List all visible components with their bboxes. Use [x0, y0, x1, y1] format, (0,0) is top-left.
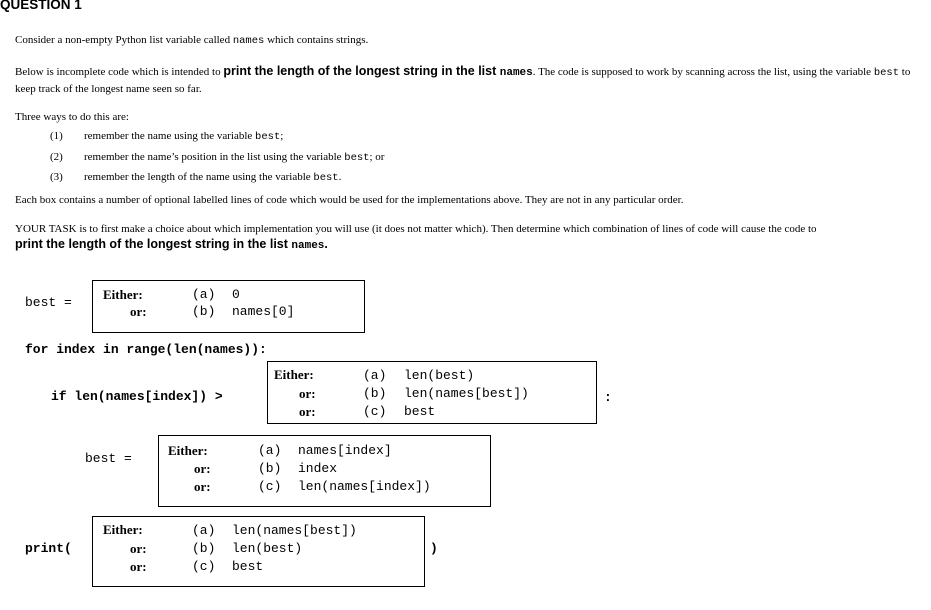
way-end: ; or: [369, 151, 385, 163]
option-letter: (a): [363, 368, 387, 383]
code-best-assign: best =: [25, 295, 72, 310]
para2-text-3: to keep track of the longest name seen so far.: [15, 66, 911, 95]
choice-box-comparison: [267, 361, 597, 424]
option-letter: (a): [192, 287, 216, 302]
either-label: Either:: [168, 443, 208, 458]
or-label: or:: [194, 479, 211, 494]
code-best-update: best =: [85, 451, 132, 466]
code-print-close: ): [430, 541, 438, 556]
way-code: best: [344, 152, 370, 164]
or-label: or:: [130, 559, 147, 574]
three-ways-label: Three ways to do this are:: [15, 111, 129, 123]
way-item-3: [50, 171, 341, 184]
way-code: best: [313, 172, 339, 184]
option-letter: (c): [192, 559, 216, 574]
option-code: len(best): [404, 368, 475, 383]
way-item-1: [50, 130, 283, 143]
either-label: Either:: [103, 287, 143, 302]
intro-suffix: which contains strings.: [264, 34, 369, 46]
para2-code-best: best: [873, 67, 900, 79]
way-end: ;: [280, 130, 284, 142]
option-letter: (c): [258, 479, 282, 494]
either-label: Either:: [103, 522, 143, 537]
or-label: or:: [130, 541, 147, 556]
choice-box-best-update: [158, 435, 491, 507]
way-number: (1): [50, 130, 63, 142]
code-if-condition: if len(names[index]) >: [51, 389, 223, 404]
para2-text-1: Below is incomplete code which is intended to: [15, 66, 224, 78]
option-letter: (a): [192, 523, 216, 538]
option-code: len(names[index]): [298, 479, 431, 494]
code-print-open: print(: [25, 541, 72, 556]
option-code: best: [232, 559, 264, 574]
option-code: names[index]: [298, 443, 392, 458]
either-label: Either:: [274, 367, 314, 382]
intro-code: names: [232, 35, 265, 47]
task-end: .: [324, 237, 328, 251]
each-box-text: Each box contains a number of optional labelled lines of code which would be used for the implementations above. They are not in any particular order.: [15, 194, 684, 206]
option-code: len(names[best]): [404, 386, 529, 401]
task-code-names: names: [291, 240, 325, 252]
option-code: names[0]: [232, 304, 295, 319]
option-code: 0: [232, 287, 240, 302]
task-paragraph: [15, 222, 915, 254]
or-label: or:: [299, 404, 316, 419]
code-if-colon: :: [604, 390, 612, 405]
or-label: or:: [130, 304, 147, 319]
description-paragraph: [15, 63, 915, 97]
para2-bold: print the length of the longest string in the list: [223, 64, 500, 78]
option-code: index: [298, 461, 338, 476]
option-letter: (b): [363, 386, 387, 401]
code-for-loop: for index in range(len(names)):: [25, 342, 267, 357]
way-code: best: [255, 131, 281, 143]
way-number: (3): [50, 171, 63, 183]
para2-text-2: . The code is supposed to work by scanning across the list, using the variable: [532, 66, 874, 78]
option-code: len(names[best]): [232, 523, 357, 538]
para2-code-names: names: [499, 67, 533, 79]
question-heading: QUESTION 1: [0, 0, 82, 12]
choice-box-print-arg: [92, 516, 425, 587]
or-label: or:: [299, 386, 316, 401]
option-letter: (a): [258, 443, 282, 458]
task-bold: print the length of the longest string in the list: [15, 237, 292, 251]
way-text: remember the name using the variable: [84, 130, 256, 142]
intro-prefix: Consider a non-empty Python list variable called: [15, 34, 233, 46]
task-text: YOUR TASK is to first make a choice about which implementation you will use (it does not matter which). Then determine which combination of lines of code will cause the code to: [15, 223, 817, 235]
option-letter: (b): [192, 304, 216, 319]
option-letter: (b): [192, 541, 216, 556]
option-code: len(best): [232, 541, 303, 556]
option-letter: (c): [363, 404, 387, 419]
option-letter: (b): [258, 461, 282, 476]
way-item-2: [50, 151, 384, 164]
or-label: or:: [194, 461, 211, 476]
intro-text: [15, 34, 368, 47]
choice-box-initial-best: [92, 280, 365, 333]
option-code: best: [404, 404, 436, 419]
way-text: remember the name’s position in the list using the variable: [84, 151, 345, 163]
way-number: (2): [50, 151, 63, 163]
way-end: .: [338, 171, 342, 183]
way-text: remember the length of the name using the variable: [84, 171, 314, 183]
